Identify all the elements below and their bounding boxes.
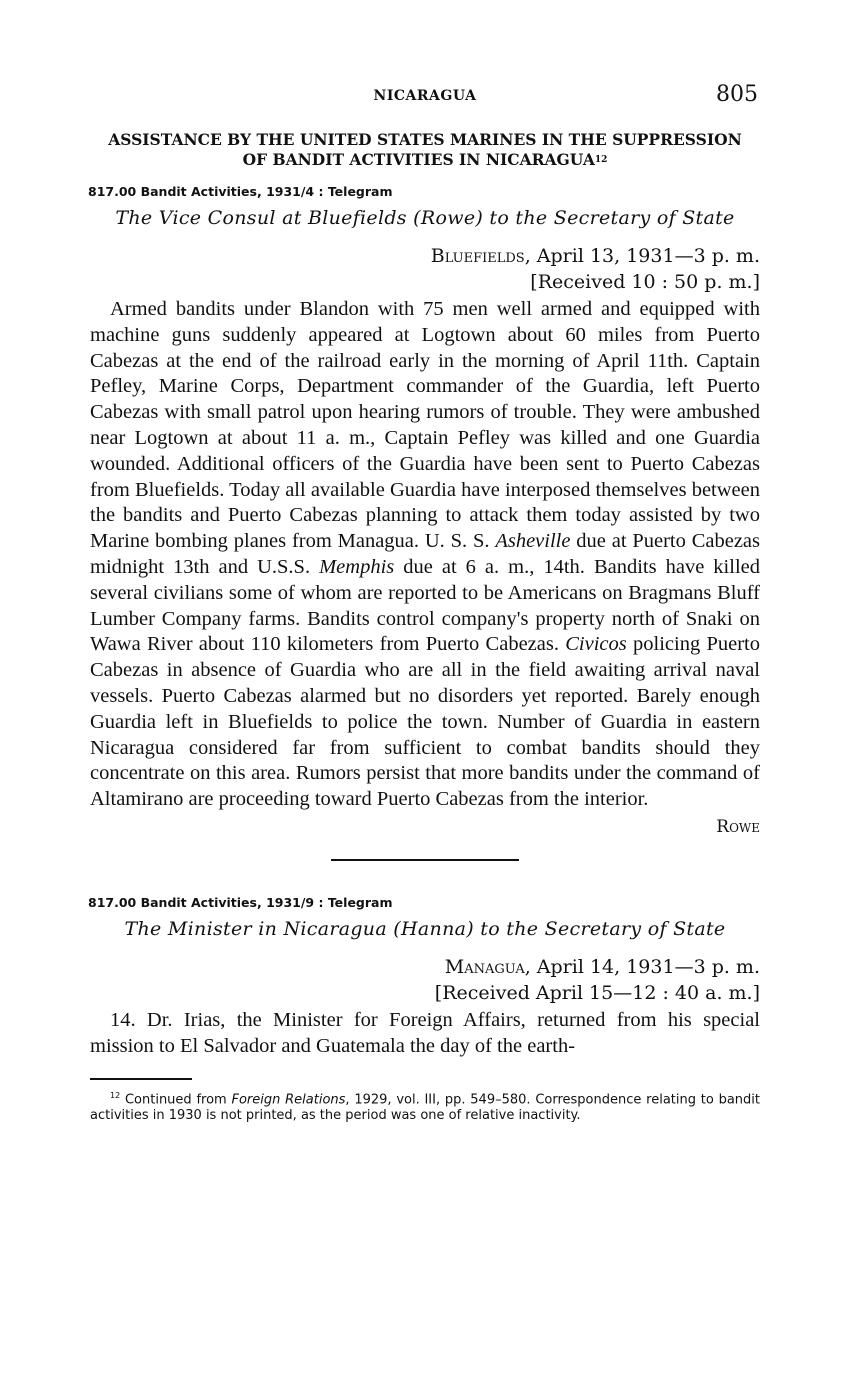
section-title-line-2: OF BANDIT ACTIVITIES IN NICARAGUA$^{12}$ <box>242 150 608 169</box>
dateline-2 <box>90 954 760 1006</box>
section-title-line-1: ASSISTANCE BY THE UNITED STATES MARINES IN THE SUPPRESSION <box>108 130 742 149</box>
running-header <box>90 80 760 114</box>
sender-name: Hanna <box>401 917 467 940</box>
section-divider <box>331 859 519 861</box>
running-title: NICARAGUA <box>373 88 477 104</box>
received-line: [Received April 15—12 : 40 a. m.] <box>434 981 760 1004</box>
footnote-marker: 12 <box>594 155 608 165</box>
file-reference-1: 817.00 Bandit Activities, 1931/4 : Telegram <box>88 184 393 199</box>
document-page <box>90 80 760 1124</box>
footnote-number: 12 <box>110 1090 121 1100</box>
document-heading-2: The Minister in Nicaragua (Hanna) to the Secretary of State <box>124 917 726 940</box>
file-reference-2: 817.00 Bandit Activities, 1931/9 : Telegram <box>88 894 393 910</box>
dateline-1 <box>90 243 760 295</box>
ship-name: Memphis <box>319 555 395 578</box>
section-title <box>90 130 760 170</box>
footnote: $^{12}$ Continued from Foreign Relations, 1929, vol. III, pp. 549–580. Correspondence relating to bandit activities in 1930 is not printed, as the period was one of relative inactivity. <box>90 1090 760 1123</box>
dateline-date: , April 14, 1931—3 p. m. <box>524 955 760 978</box>
telegram-body-2: 14. Dr. Irias, the Minister for Foreign Affairs, returned from his special mission to El Salvador and Guatemala the day of the earth- <box>90 1008 760 1057</box>
civicos-term: Civicos <box>565 633 627 656</box>
source-title: Foreign Relations <box>231 1091 346 1107</box>
ship-name: Asheville <box>495 530 571 553</box>
page-number: 805 <box>716 82 758 107</box>
dateline-place: Bluefields <box>430 245 525 267</box>
footnote-rule <box>90 1078 192 1080</box>
document-heading-1: The Vice Consul at Bluefields (Rowe) to the Secretary of State <box>115 207 735 229</box>
signature: Rowe <box>716 816 760 837</box>
dateline-place: Managua <box>444 955 525 978</box>
received-line: [Received 10 : 50 p. m.] <box>530 271 760 293</box>
sender-name: Rowe <box>420 207 476 229</box>
dateline-date: , April 13, 1931—3 p. m. <box>524 245 760 267</box>
telegram-body-1: Armed bandits under Blandon with 75 men well armed and equipped with machine guns suddenly appeared at Logtown about 60 miles from Puerto Cabezas at the end of the railroad early in the morning of April 11th. Captain Pefley, Marine Corps, Department commander of the Guardia, left Puerto Cabezas with small patrol upon hearing rumors of trouble. They were ambushed near Logtown at about 11 a. m., Captain Pefley was killed and one Guardia wounded. Additional officers of the Guardia have been sent to Puerto Cabezas from Bluefields. Today all available Guardia have interposed themselves between the bandits and Puerto Cabezas planning to attack them today assisted by two Marine bombing planes from Managua. U. S. S. Asheville due at Puerto Cabezas midnight 13th and U.S.S. Memphis due at 6 a. m., 14th. Bandits have killed several civilians some of whom are reported to be Americans on Bragmans Bluff Lumber Company farms. Bandits control company's property north of Snaki on Wawa River about 110 kilometers from Puerto Cabezas. Civicos policing Puerto Cabezas in absence of Guardia who are all in the field awaiting arrival naval vessels. Puerto Cabezas alarmed but no disorders yet reported. Barely enough Guardia left in Bluefields to police the town. Number of Guardia in eastern Nicaragua considered far from sufficient to combat bandits should they concentrate on this area. Rumors persist that more bandits under the command of Altamirano are proceeding toward Puerto Cabezas from the interior. <box>90 298 760 811</box>
